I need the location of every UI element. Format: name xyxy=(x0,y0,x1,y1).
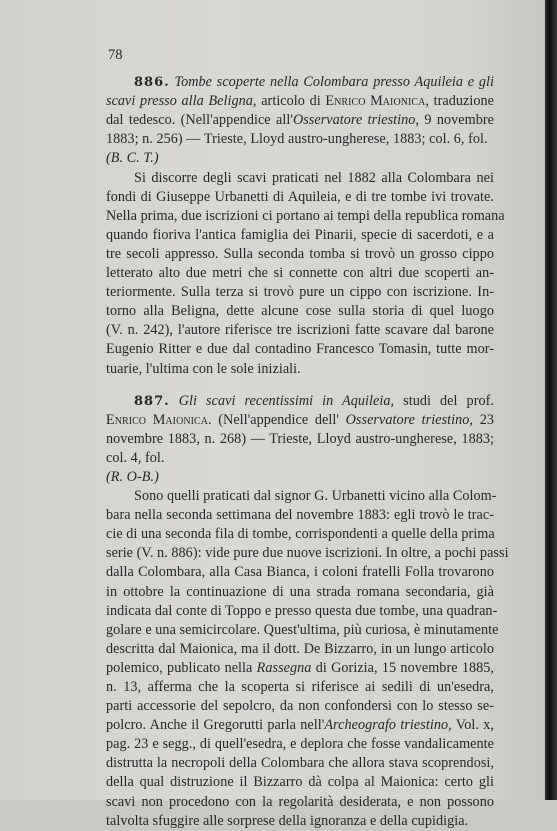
body-line: (V. n. 242), l'autore riferisce tre iscrizioni fatte scavare dal barone xyxy=(106,322,494,339)
entry-header: 887. Gli scavi recentissimi in Aquileia, studi del prof. Enrico Maionica. (Nell'appendice dell' Osservatore triestino, 23 novembre 1883, n. 268) — Trieste, Lloyd austro-ungherese, 1883; col. 4, fol. (R. O-B.) xyxy=(106,392,494,485)
body-line: teriormente. Sulla terza si trovò pure un cippo con iscrizione. In- xyxy=(106,284,494,301)
entry-author: Enrico Maionica xyxy=(106,411,208,428)
body-line: torno alla Beligna, dette alcune cose sulla storia di quel luogo xyxy=(106,303,494,320)
body-line: in ottobre la continuazione di una strada romana secondaria, già xyxy=(106,583,494,600)
body-line: dalla Colombara, alla Casa Bianca, i coloni fratelli Folla trovarono xyxy=(106,564,494,581)
body-line: pag. 23 e segg., di quell'esedra, e deplora che fosse vandalicamente xyxy=(106,736,494,753)
page-content xyxy=(106,46,509,831)
body-line: scavi non procedono con la regolarità desiderata, e non possono xyxy=(106,793,494,810)
entry-journal: Osservatore triestino, xyxy=(292,112,420,129)
body-line: parti accessorie del sepolcro, da non confondersi con lo stesso se- xyxy=(106,698,494,715)
body-line: distrutta la necropoli della Colombara che allora stava scoprendosi, xyxy=(106,755,494,772)
body-line: serie (V. n. 886): vide pure due nuove iscrizioni. In oltre, a pochi passi xyxy=(106,545,509,562)
bibliography-entry-887 xyxy=(106,392,509,831)
entry-journal: Osservatore triestino, xyxy=(345,411,474,428)
body-line: Nella prima, due iscrizioni ci portano ai tempi della republica romana xyxy=(106,207,505,224)
body-line: descritta dal Maionica, ma il dott. De Bizzarro, in un lungo articolo xyxy=(106,640,494,657)
body-line: Sono quelli praticati dal signor G. Urbanetti vicino alla Colom- xyxy=(134,488,497,505)
body-line: tre secoli appresso. Sulla seconda tomba si trovò un grosso cippo xyxy=(106,245,494,262)
rassegna-title: Rassegna xyxy=(256,659,312,676)
page-edge-shadow xyxy=(545,0,557,800)
body-line: golare e una semicircolare. Quest'ultima, più curiosa, è minutamente xyxy=(106,621,499,638)
body-line: polcro. Anche il Gregorutti parla nell'Archeografo triestino, Vol. x, xyxy=(106,717,494,734)
body-line: letterato alto due metri che si connette con altri due scoperti an- xyxy=(106,265,494,282)
entry-number: 886. xyxy=(134,75,170,91)
body-line: Eugenio Ritter e due dal contadino Francesco Tomasin, tutte mor- xyxy=(106,341,494,358)
body-line: tuarie, l'ultima con le sole iniziali. xyxy=(106,360,301,377)
body-line: indicata dal conte di Toppo e presso questa due tombe, una quadran- xyxy=(106,602,498,619)
body-line: bara nella seconda settimana del novembre 1883: egli trovò le trac- xyxy=(106,507,494,524)
body-line: della qual distruzione il Bizzarro dà colpa al Maionica: certo gli xyxy=(106,774,494,791)
body-line: n. 13, afferma che la scoperta si riferisce ai sedili di un'esedra, xyxy=(106,679,494,695)
body-line: polemico, publicato nella Rassegna di Gorizia, 15 novembre 1885, xyxy=(106,659,494,676)
page-number: 78 xyxy=(108,47,123,63)
entry-initials: (R. O-B.) xyxy=(106,468,159,485)
entry-title: Gli scavi recentissimi in Aquileia, xyxy=(178,392,395,409)
body-line: quando fioriva l'antica famiglia dei Pinarii, specie di sacerdoti, e a xyxy=(106,226,494,243)
entry-body xyxy=(106,169,505,379)
entry-initials: (B. C. T.) xyxy=(106,150,159,167)
entry-header: 886. Tombe scoperte nella Colombara presso Aquileia e gli scavi presso alla Beligna, articolo di Enrico Maionica, traduzione dal tedesco. (Nell'appendice all'Osservatore triestino, 9 novembre 1883; n. 256) — Trieste, Lloyd austro-ungherese, 1883; col. 6, fol. (B. C. T.) xyxy=(106,74,494,167)
bibliography-entry-886 xyxy=(106,73,505,379)
body-line: fondi di Giuseppe Urbanetti di Aquileia, e di tre tombe ivi trovate. xyxy=(106,188,494,205)
body-line: Si discorre degli scavi praticati nel 1882 alla Colombara nei xyxy=(134,169,494,186)
entry-number: 887. xyxy=(134,393,170,409)
entry-title: Tombe scoperte nella Colombara presso Aquileia e gli scavi presso alla Beligna, xyxy=(106,74,494,110)
archeografo-title: Archeografo triestino, xyxy=(324,717,452,734)
entry-body xyxy=(106,487,509,831)
body-line: talvolta sfuggire alle sorprese della ignoranza e della cupidigia. xyxy=(106,812,469,829)
entry-author: Enrico Maionica xyxy=(325,93,426,110)
body-line: cie di una seconda fila di tombe, corrispondenti a quelle della prima xyxy=(106,526,495,543)
